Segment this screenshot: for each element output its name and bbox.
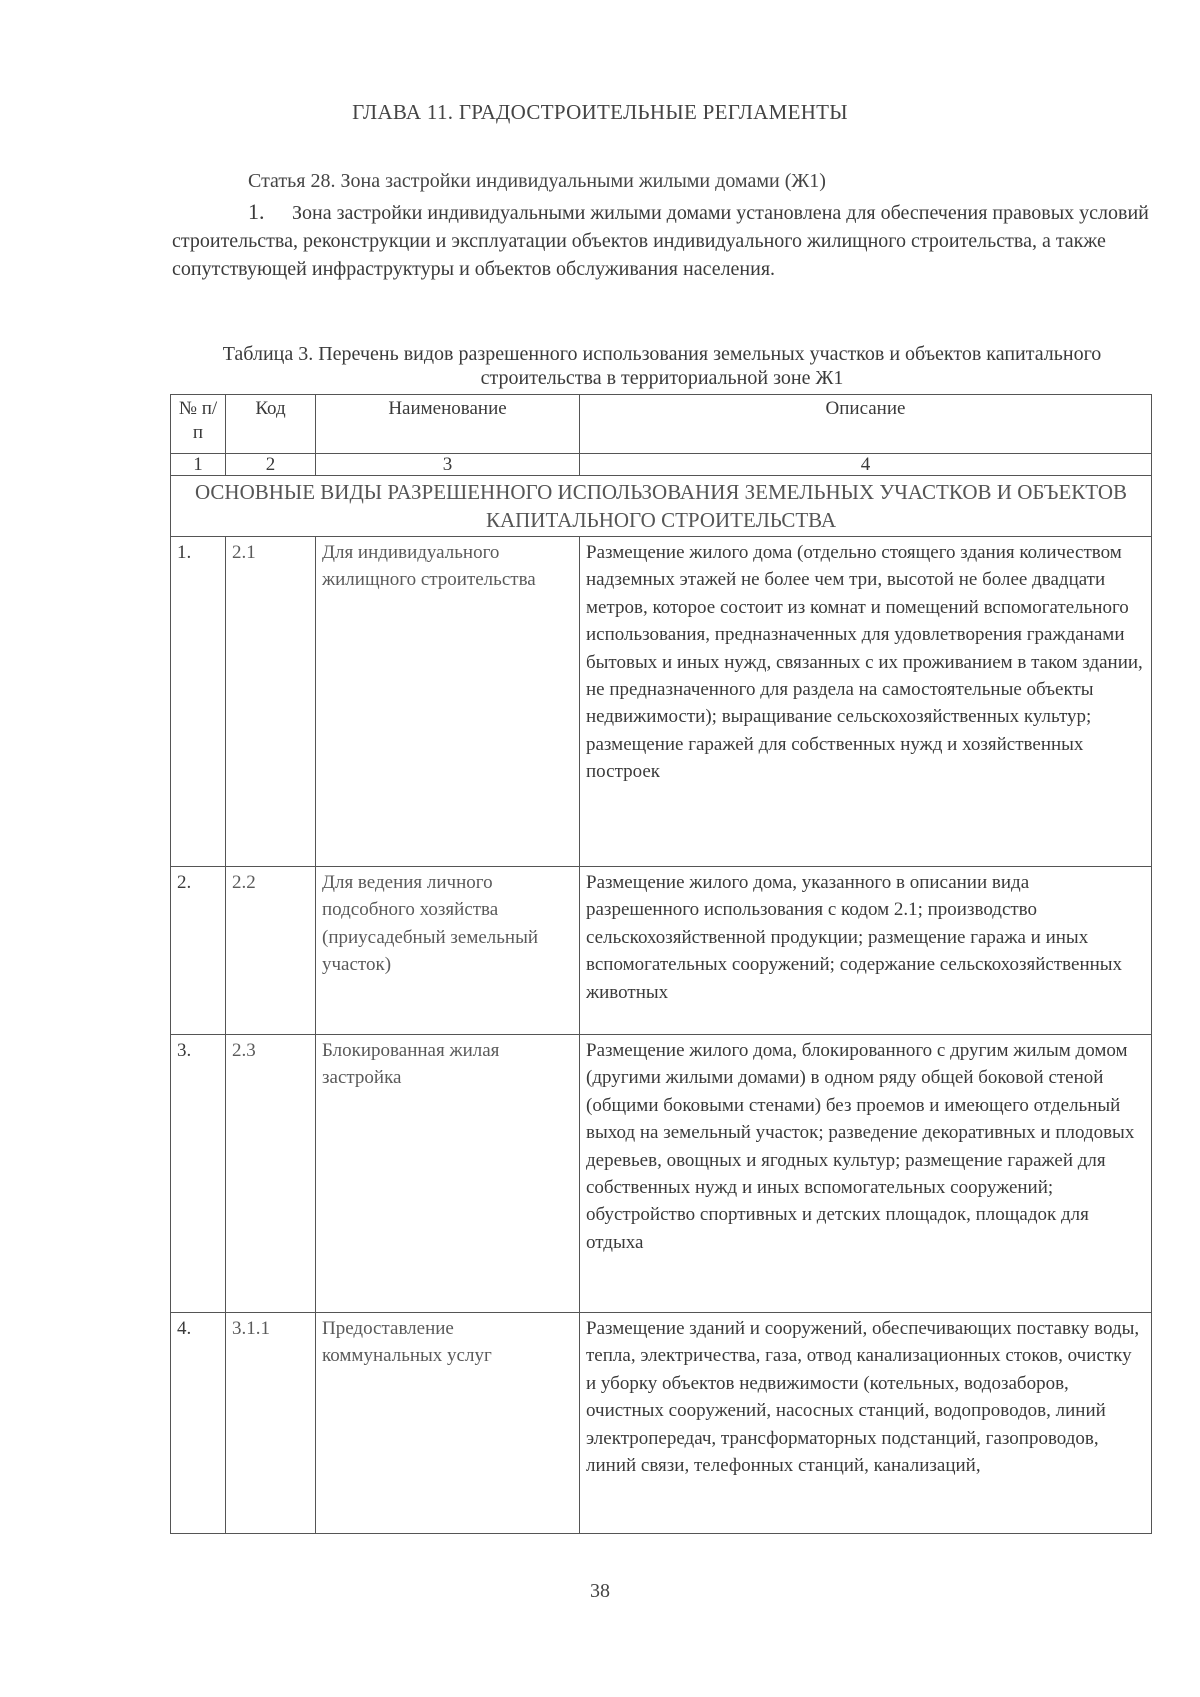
paragraph-1 (172, 198, 1152, 283)
article-title: Статья 28. Зона застройки индивидуальными жилыми домами (Ж1) (248, 170, 826, 192)
header-code: Код (226, 395, 316, 454)
table-caption: Таблица 3. Перечень видов разрешенного использования земельных участков и объектов капитального строительства в территориальной зоне Ж1 (222, 343, 1102, 389)
row-description: Размещение жилого дома (отдельно стоящего здания количеством надземных этажей не более чем три, высотой не более двадцати метров, которое состоит из комнат и помещений вспомогательного использования, предназначенных для удовлетворения гражданами бытовых и иных нужд, связанных с их проживанием в таком здании, не предназначенного для раздела на самостоятельные объекты недвижимости); выращивание сельскохозяйственных культур; размещение гаражей для собственных нужд и хозяйственных построек (580, 537, 1152, 867)
row-number: 2. (171, 867, 226, 1035)
paragraph-text: Зона застройки индивидуальными жилыми домами установлена для обеспечения правовых условий строительства, реконструкции и эксплуатации объектов индивидуального жилищного строительства, а также сопутствующей инфраструктуры и объектов обслуживания населения. (172, 202, 1149, 280)
chapter-title: ГЛАВА 11. ГРАДОСТРОИТЕЛЬНЫЕ РЕГЛАМЕНТЫ (352, 100, 848, 124)
column-number-row (171, 454, 1152, 476)
table-row (171, 1035, 1152, 1313)
permitted-use-table (170, 394, 1152, 1534)
row-description: Размещение жилого дома, блокированного с другим жилым домом (другими жилыми домами) в одном ряду общей боковой стеной (общими боковыми стенами) без проемов и имеющего отдельный выход на земельный участок; разведение декоративных и плодовых деревьев, овощных и ягодных культур; размещение гаражей для собственных нужд и иных вспомогательных сооружений; обустройство спортивных и детских площадок, площадок для отдыха (580, 1035, 1152, 1313)
header-description: Описание (580, 395, 1152, 454)
column-number: 3 (316, 454, 580, 476)
row-code: 2.1 (226, 537, 316, 867)
header-no: № п/п (171, 395, 226, 454)
table-row (171, 537, 1152, 867)
column-number: 1 (171, 454, 226, 476)
table-header-row (171, 395, 1152, 454)
row-code: 2.3 (226, 1035, 316, 1313)
column-number: 2 (226, 454, 316, 476)
header-name: Наименование (316, 395, 580, 454)
page-number: 38 (590, 1580, 610, 1602)
row-name: Предоставление коммунальных услуг (316, 1313, 580, 1534)
section-title: ОСНОВНЫЕ ВИДЫ РАЗРЕШЕННОГО ИСПОЛЬЗОВАНИЯ ЗЕМЕЛЬНЫХ УЧАСТКОВ И ОБЪЕКТОВ КАПИТАЛЬНОГО СТРОИТЕЛЬСТВА (171, 476, 1152, 537)
row-code: 2.2 (226, 867, 316, 1035)
row-name: Для индивидуального жилищного строительства (316, 537, 580, 867)
row-number: 3. (171, 1035, 226, 1313)
row-name: Блокированная жилая застройка (316, 1035, 580, 1313)
row-description: Размещение жилого дома, указанного в описании вида разрешенного использования с кодом 2.1; производство сельскохозяйственной продукции; размещение гаража и иных вспомогательных сооружений; содержание сельскохозяйственных животных (580, 867, 1152, 1035)
column-number: 4 (580, 454, 1152, 476)
row-name: Для ведения личного подсобного хозяйства (приусадебный земельный участок) (316, 867, 580, 1035)
table-row (171, 867, 1152, 1035)
row-code: 3.1.1 (226, 1313, 316, 1534)
paragraph-number: 1. (248, 199, 265, 224)
section-header-row (171, 476, 1152, 537)
row-number: 1. (171, 537, 226, 867)
row-description: Размещение зданий и сооружений, обеспечивающих поставку воды, тепла, электричества, газа, отвод канализационных стоков, очистку и уборку объектов недвижимости (котельных, водозаборов, очистных сооружений, насосных станций, водопроводов, линий электропередач, трансформаторных подстанций, газопроводов, линий связи, телефонных станций, канализаций, (580, 1313, 1152, 1534)
row-number: 4. (171, 1313, 226, 1534)
table-row (171, 1313, 1152, 1534)
